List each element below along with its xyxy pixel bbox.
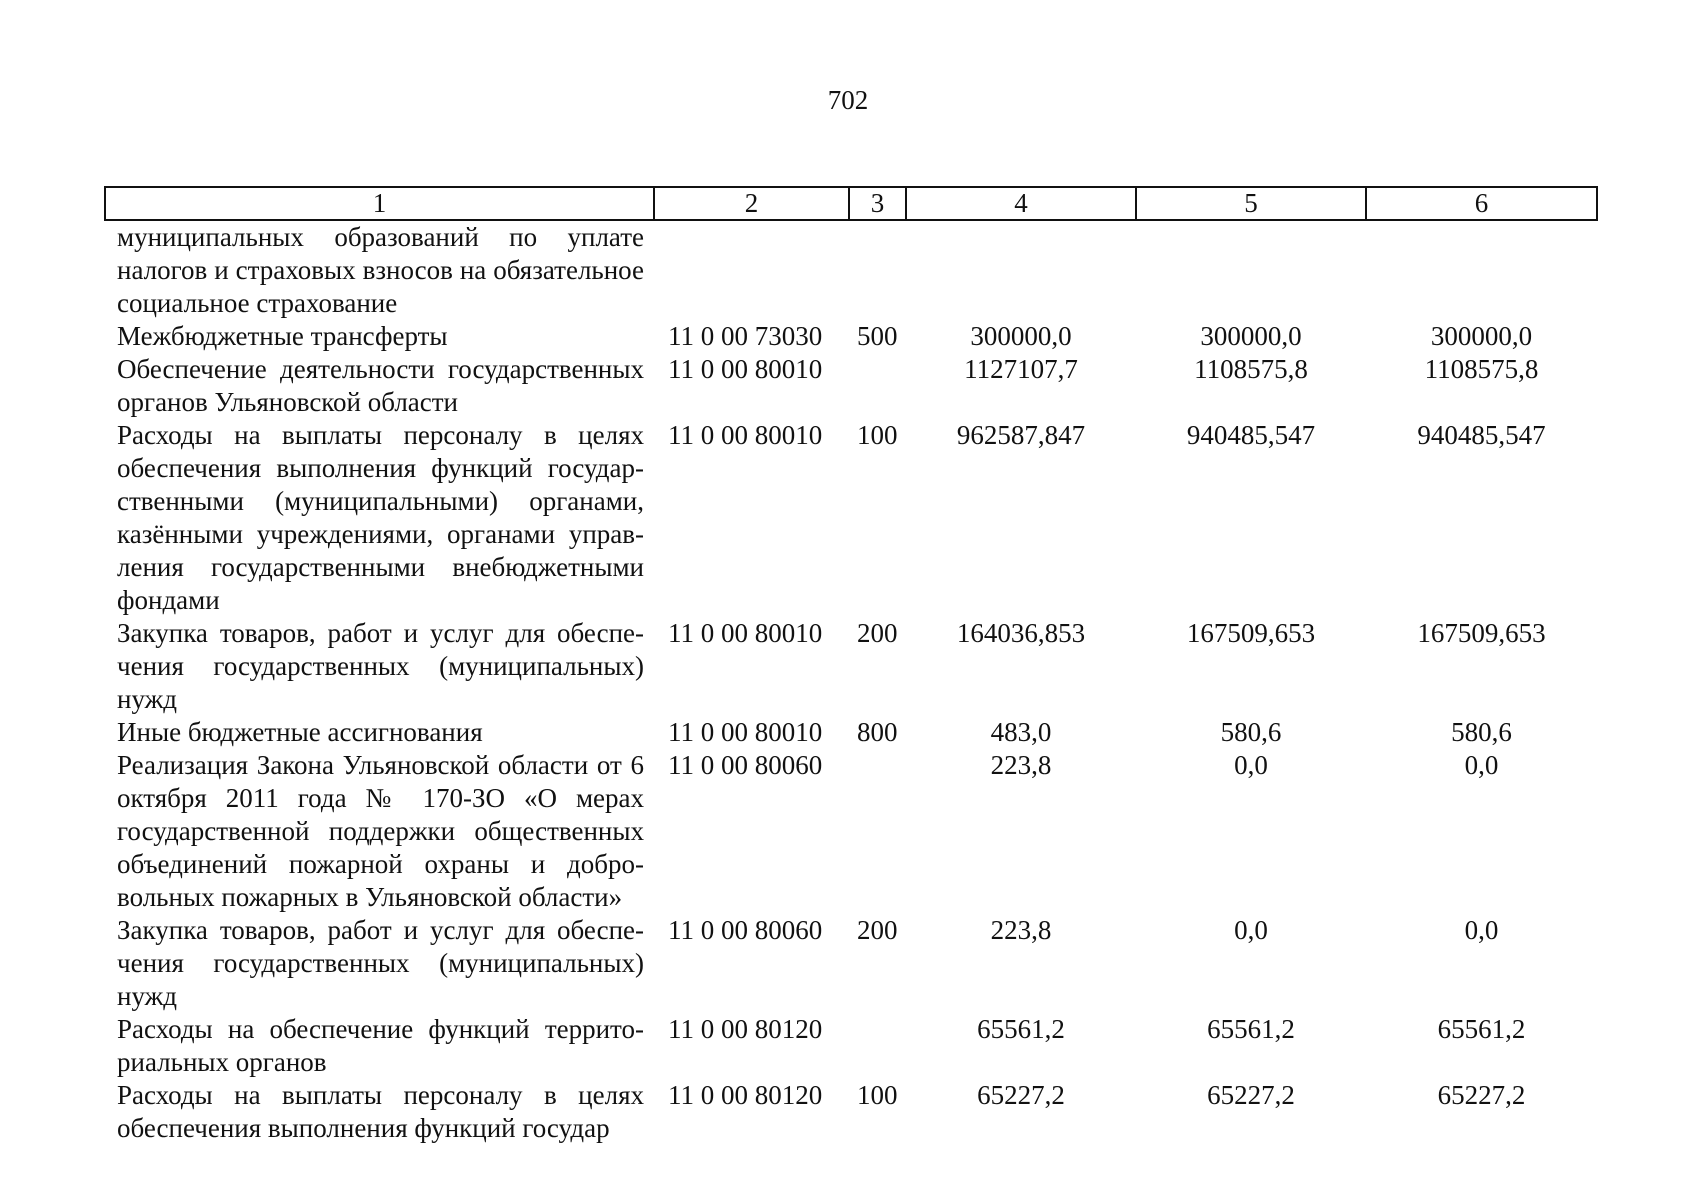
amount-col6-cell: 0,0 xyxy=(1464,915,1499,945)
amount-col4-cell: 223,8 xyxy=(990,915,1052,945)
budget-table xyxy=(104,186,1598,1145)
table-row xyxy=(105,1013,1597,1079)
expense-name-cell: муниципальных образований по уплате налогов и страховых взносов на обязательное социальное страхование xyxy=(117,222,644,318)
target-code-cell: 11 0 00 80060 xyxy=(668,915,823,945)
expense-type-cell: 100 xyxy=(857,1080,898,1110)
column-header-6: 6 xyxy=(1366,187,1597,220)
expense-type-cell: 100 xyxy=(857,420,898,450)
table-row xyxy=(105,419,1597,617)
target-code-cell: 11 0 00 73030 xyxy=(668,321,823,351)
page-number: 702 xyxy=(827,85,869,115)
table-row xyxy=(105,353,1597,419)
amount-col4-cell: 65561,2 xyxy=(977,1014,1065,1044)
amount-col4-cell xyxy=(906,220,1136,320)
column-header-2: 2 xyxy=(654,187,849,220)
amount-col5-cell: 0,0 xyxy=(1234,750,1268,780)
amount-col4-cell: 164036,853 xyxy=(956,618,1086,648)
table-header xyxy=(105,187,1597,220)
amount-col6-cell xyxy=(1366,220,1597,320)
table-row xyxy=(105,617,1597,716)
table-row xyxy=(105,914,1597,1013)
amount-col6-cell: 65227,2 xyxy=(1437,1080,1526,1110)
amount-col5-cell: 1108575,8 xyxy=(1194,354,1308,384)
target-code-cell: 11 0 00 80060 xyxy=(668,750,823,780)
amount-col6-cell: 1108575,8 xyxy=(1424,354,1539,384)
target-code-cell xyxy=(654,220,849,320)
amount-col4-cell: 223,8 xyxy=(990,750,1052,780)
amount-col5-cell xyxy=(1136,220,1366,320)
expense-type-cell: 200 xyxy=(857,915,898,945)
column-header-4: 4 xyxy=(906,187,1136,220)
amount-col6-cell: 65561,2 xyxy=(1437,1014,1526,1044)
expense-name-cell: Закупка товаров, работ и услуг для обеспечения государственных (муниципальных) нужд xyxy=(117,618,644,714)
table-row xyxy=(105,1079,1597,1145)
amount-col6-cell: 167509,653 xyxy=(1417,618,1546,648)
amount-col5-cell: 167509,653 xyxy=(1186,618,1316,648)
expense-name-cell: Расходы на выплаты персоналу в целях обеспечения выполнения функций государ xyxy=(117,1080,644,1143)
amount-col4-cell: 65227,2 xyxy=(977,1080,1065,1110)
expense-type-cell xyxy=(849,220,906,320)
amount-col5-cell: 65561,2 xyxy=(1207,1014,1295,1044)
amount-col4-cell: 483,0 xyxy=(990,717,1052,747)
amount-col4-cell: 300000,0 xyxy=(970,321,1072,351)
amount-col5-cell: 65227,2 xyxy=(1207,1080,1295,1110)
amount-col5-cell: 580,6 xyxy=(1220,717,1282,747)
column-header-3: 3 xyxy=(849,187,906,220)
column-header-5: 5 xyxy=(1136,187,1366,220)
amount-col6-cell: 0,0 xyxy=(1464,750,1499,780)
amount-col6-cell: 940485,547 xyxy=(1417,420,1546,450)
table-row xyxy=(105,749,1597,914)
amount-col4-cell: 962587,847 xyxy=(956,420,1086,450)
table-row xyxy=(105,220,1597,320)
expense-name-cell: Реализация Закона Ульяновской области от 6 октября 2011 года № 170-ЗО «О мерах государственной поддержки общественных объединений пожарной охраны и добровольных пожарных в Ульяновской области» xyxy=(117,750,644,912)
expense-name-cell: Закупка товаров, работ и услуг для обеспечения государственных (муниципальных) нужд xyxy=(117,915,644,1011)
target-code-cell: 11 0 00 80120 xyxy=(668,1014,823,1044)
target-code-cell: 11 0 00 80010 xyxy=(668,618,823,648)
expense-type-cell xyxy=(849,1013,906,1079)
table-body xyxy=(105,220,1597,1145)
target-code-cell: 11 0 00 80010 xyxy=(668,717,823,747)
table-row xyxy=(105,320,1597,353)
target-code-cell: 11 0 00 80010 xyxy=(668,420,823,450)
expense-name-cell: Обеспечение деятельности государственных органов Ульяновской области xyxy=(117,354,644,417)
amount-col4-cell: 1127107,7 xyxy=(964,354,1078,384)
amount-col5-cell: 0,0 xyxy=(1234,915,1268,945)
expense-type-cell xyxy=(849,749,906,914)
expense-name-cell: Иные бюджетные ассигнования xyxy=(117,717,483,747)
amount-col6-cell: 300000,0 xyxy=(1430,321,1533,351)
expense-name-cell: Расходы на обеспечение функций территориальных органов xyxy=(117,1014,644,1077)
target-code-cell: 11 0 00 80120 xyxy=(668,1080,823,1110)
amount-col5-cell: 940485,547 xyxy=(1186,420,1316,450)
expense-type-cell: 200 xyxy=(857,618,898,648)
expense-type-cell: 500 xyxy=(857,321,898,351)
expense-type-cell xyxy=(849,353,906,419)
expense-type-cell: 800 xyxy=(857,717,898,747)
target-code-cell: 11 0 00 80010 xyxy=(668,354,823,384)
expense-name-cell: Межбюджетные трансферты xyxy=(117,321,448,351)
header-row xyxy=(105,187,1597,220)
amount-col6-cell: 580,6 xyxy=(1451,717,1512,747)
expense-name-cell: Расходы на выплаты персоналу в целях обеспечения выполнения функций государственными (муниципальными) органами, казёнными учреждениями, органами управления государственными внебюджетными фондами xyxy=(117,420,644,615)
column-header-1: 1 xyxy=(105,187,654,220)
table-row xyxy=(105,716,1597,749)
amount-col5-cell: 300000,0 xyxy=(1200,321,1302,351)
